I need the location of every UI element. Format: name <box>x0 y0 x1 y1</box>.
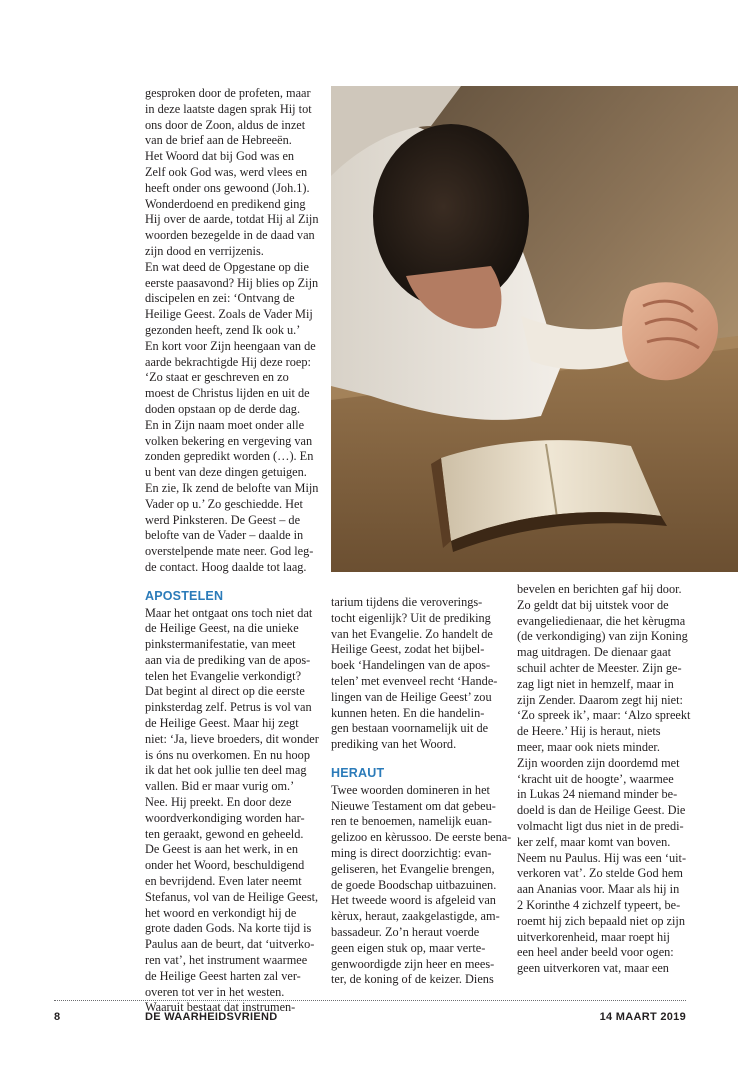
section-heading-apostelen: APOSTELEN <box>145 588 224 603</box>
text-line: het woord en verkondigt hij de <box>145 905 297 920</box>
text-line: lingen van de Heilige Geest’ zou <box>331 689 492 704</box>
column-1-paragraph-bottom <box>145 606 317 1017</box>
footer-divider <box>54 1000 686 1001</box>
text-line: niet: ‘Ja, lieve broeders, dit wonder <box>145 731 319 746</box>
text-line: ons door de Zoon, aldus de inzet <box>145 117 306 132</box>
text-line: heeft onder ons gewoond (Joh.1). <box>145 180 310 195</box>
text-line: Zijn woorden zijn doordemd met <box>517 755 680 770</box>
text-line: Zo geldt dat bij uitstek voor de <box>517 597 669 612</box>
text-line: en bevrijdend. Even later neemt <box>145 874 302 889</box>
text-line: aan via de prediking van de apos- <box>145 652 311 667</box>
text-line: ren te benoemen, namelijk euan- <box>331 814 492 829</box>
text-line: tocht eigenlijk? Uit de prediking <box>331 610 491 625</box>
text-line: aan Ananias voor. Maar als hij in <box>517 882 680 897</box>
magazine-name: DE WAARHEIDSVRIEND <box>145 1011 278 1023</box>
text-line: evangeliedienaar, die het kèrugma <box>517 613 686 628</box>
text-line: discipelen en zei: ‘Ontvang de <box>145 291 295 306</box>
section-heading-heraut: HERAUT <box>331 765 385 780</box>
text-line: de contact. Hoog daalde tot laag. <box>145 559 307 574</box>
text-line: belofte van de Vader – daalde in <box>145 528 304 543</box>
text-line: doden opstaan op de derde dag. <box>145 401 301 416</box>
text-line: in deze laatste dagen sprak Hij tot <box>145 101 312 116</box>
text-line: Vader op u.’ Zo geschiedde. Het <box>145 496 303 511</box>
text-line: roemt hij zich bepaald niet op zijn <box>517 913 686 928</box>
praying-man-illustration <box>331 86 738 572</box>
text-line: Dat begint al direct op die eerste <box>145 684 305 699</box>
text-line: En zie, Ik zend de belofte van Mijn <box>145 480 319 495</box>
text-line: ten geraakt, gewond en geheeld. <box>145 826 304 841</box>
text-line: pinksterdag zelf. Petrus is vol van <box>145 700 312 715</box>
text-line: (de verkondiging) van zijn Koning <box>517 629 688 644</box>
text-line: overstelpende mate neer. God leg- <box>145 544 314 559</box>
text-line: En kort voor Zijn heengaan van de <box>145 338 316 353</box>
text-line: genwoordigde zijn heer en mees- <box>331 956 495 971</box>
text-line: ming is direct doorzichtig: evan- <box>331 845 492 860</box>
text-line: Paulus aan de beurt, dat ‘uitverko- <box>145 937 315 952</box>
text-line: u bent van deze dingen getuigen. <box>145 465 307 480</box>
text-line: van het Evangelie. Zo handelt de <box>331 626 493 641</box>
text-line: volken bekering en vergeving van <box>145 433 313 448</box>
text-line: En wat deed de Opgestane op die <box>145 259 309 274</box>
text-line: bevelen en berichten gaf hij door. <box>517 582 682 596</box>
page-number: 8 <box>54 1011 61 1023</box>
text-line: ker zelf, maar komt van boven. <box>517 834 671 849</box>
text-line: kunnen heten. En die handelin- <box>331 705 485 720</box>
text-line: gesproken door de profeten, maar <box>145 86 311 100</box>
text-line: de goede Boodschap uitbazuinen. <box>331 877 497 892</box>
text-line: de Heilige Geest harten zal ver- <box>145 968 301 983</box>
text-line: eerste paasavond? Hij blies op Zijn <box>145 275 319 290</box>
text-line: geliseren, het Evangelie brengen, <box>331 861 495 876</box>
column-1-paragraph-top <box>145 86 317 576</box>
text-line: van de brief aan de Hebreeën. <box>145 133 292 148</box>
text-line: de Heere.’ Hij is heraut, niets <box>517 724 661 739</box>
text-line: Wonderdoend en predikend ging <box>145 196 306 211</box>
text-line: meer, maar ook niets minder. <box>517 739 660 754</box>
text-line: geen uitverkoren vat, maar een <box>517 961 669 976</box>
text-line: ‘kracht uit de hoogte’, waarmee <box>517 771 674 786</box>
text-line: verkoren vat’. Zo stelde God hem <box>517 866 683 881</box>
column-3-paragraph <box>517 582 697 977</box>
text-line: grote daden Gods. Na korte tijd is <box>145 921 312 936</box>
text-line: Maar het ontgaat ons toch niet dat <box>145 605 313 620</box>
text-line: zijn Zender. Daarom zegt hij niet: <box>517 692 683 707</box>
text-line: vallen. Bid er maar vurig om.’ <box>145 779 295 794</box>
text-line: telen’ met evenveel recht ‘Hande- <box>331 673 498 688</box>
text-line: de Heilige Geest, na die unieke <box>145 621 299 636</box>
text-line: Heilige Geest, zodat het bijbel- <box>331 642 485 657</box>
text-line: onder het Woord, beschuldigend <box>145 858 305 873</box>
text-line: overen tot ver in het westen. <box>145 984 285 999</box>
text-line: Het tweede woord is afgeleid van <box>331 893 496 908</box>
text-line: Hij over de aarde, totdat Hij al Zijn <box>145 212 319 227</box>
text-line: Nee. Hij preekt. En door deze <box>145 795 292 810</box>
text-line: geen eigen stuk op, maar verte- <box>331 940 486 955</box>
text-line: Heilige Geest. Zoals de Vader Mij <box>145 307 313 322</box>
text-line: prediking van het Woord. <box>331 737 457 752</box>
text-line: gen bestaan voornamelijk uit de <box>331 721 489 736</box>
text-line: ‘Zo staat er geschreven en zo <box>145 370 289 385</box>
text-line: Twee woorden domineren in het <box>331 782 490 797</box>
text-line: aarde bekrachtigde Hij deze roep: <box>145 354 311 369</box>
article-column-1 <box>145 86 317 1016</box>
text-line: Neem nu Paulus. Hij was een ‘uit- <box>517 850 687 865</box>
text-line: schuil achter de Meester. Zijn ge- <box>517 660 682 675</box>
text-line: gezonden heeft, zend Ik ook u.’ <box>145 322 301 337</box>
text-line: mag uitdragen. De dienaar gaat <box>517 645 671 660</box>
text-line: pinkstermanifestatie, van meet <box>145 637 296 652</box>
text-line: woorden bezegelde in de daad van <box>145 228 315 243</box>
text-line: moest de Christus lijden en uit de <box>145 386 310 401</box>
text-line: boek ‘Handelingen van de apos- <box>331 658 491 673</box>
text-line: de Heilige Geest. Maar hij zegt <box>145 716 299 731</box>
text-line: 2 Korinthe 4 zichzelf typeert, be- <box>517 897 681 912</box>
text-line: Nieuwe Testament om dat gebeu- <box>331 798 496 813</box>
text-line: werd Pinksteren. De Geest – de <box>145 512 301 527</box>
text-line: doeld is dan de Heilige Geest. Die <box>517 803 686 818</box>
text-line: ik dat het ook jullie ten deel mag <box>145 763 307 778</box>
text-line: ‘Zo spreek ik’, maar: ‘Alzo spreekt <box>517 708 691 723</box>
column-2-paragraph-top <box>331 595 504 753</box>
text-line: ren vat’, het instrument waarmee <box>145 953 308 968</box>
text-line: De Geest is aan het werk, in en <box>145 842 298 857</box>
text-line: zonden gepredikt worden (…). En <box>145 449 314 464</box>
text-line: zag ligt niet in hemzelf, maar in <box>517 676 674 691</box>
text-line: woordverkondiging worden har- <box>145 810 305 825</box>
issue-date: 14 MAART 2019 <box>599 1011 686 1023</box>
text-line: Het Woord dat bij God was en <box>145 149 295 164</box>
text-line: tarium tijdens die veroverings- <box>331 595 483 609</box>
text-line: Zelf ook God was, werd vlees en <box>145 164 308 179</box>
text-line: bassadeur. Zo’n heraut voerde <box>331 924 480 939</box>
text-line: is óns nu overkomen. En nu hoop <box>145 747 310 762</box>
text-line: gelizoo en kèrussoo. De eerste bena- <box>331 830 512 845</box>
text-line: zijn dood en verrijzenis. <box>145 243 264 258</box>
text-line: Stefanus, vol van de Heilige Geest, <box>145 889 319 904</box>
text-line: in Lukas 24 niemand minder be- <box>517 787 678 802</box>
article-column-2 <box>331 595 512 988</box>
text-line: Waaruit bestaat dat instrumen- <box>145 1000 296 1015</box>
article-column-3 <box>517 582 697 977</box>
text-line: En in Zijn naam moet onder alle <box>145 417 305 432</box>
text-line: uitverkorenheid, maar roept hij <box>517 929 670 944</box>
text-line: telen het Evangelie verkondigt? <box>145 668 302 683</box>
column-2-paragraph-bottom <box>331 782 512 988</box>
text-line: volmacht ligt dus niet in de predi- <box>517 818 684 833</box>
text-line: ter, de koning of de keizer. Diens <box>331 972 494 987</box>
text-line: een heel ander beeld voor ogen: <box>517 945 674 960</box>
praying-man-photo <box>331 86 738 572</box>
text-line: kèrux, heraut, zaakgelastigde, am- <box>331 909 500 924</box>
